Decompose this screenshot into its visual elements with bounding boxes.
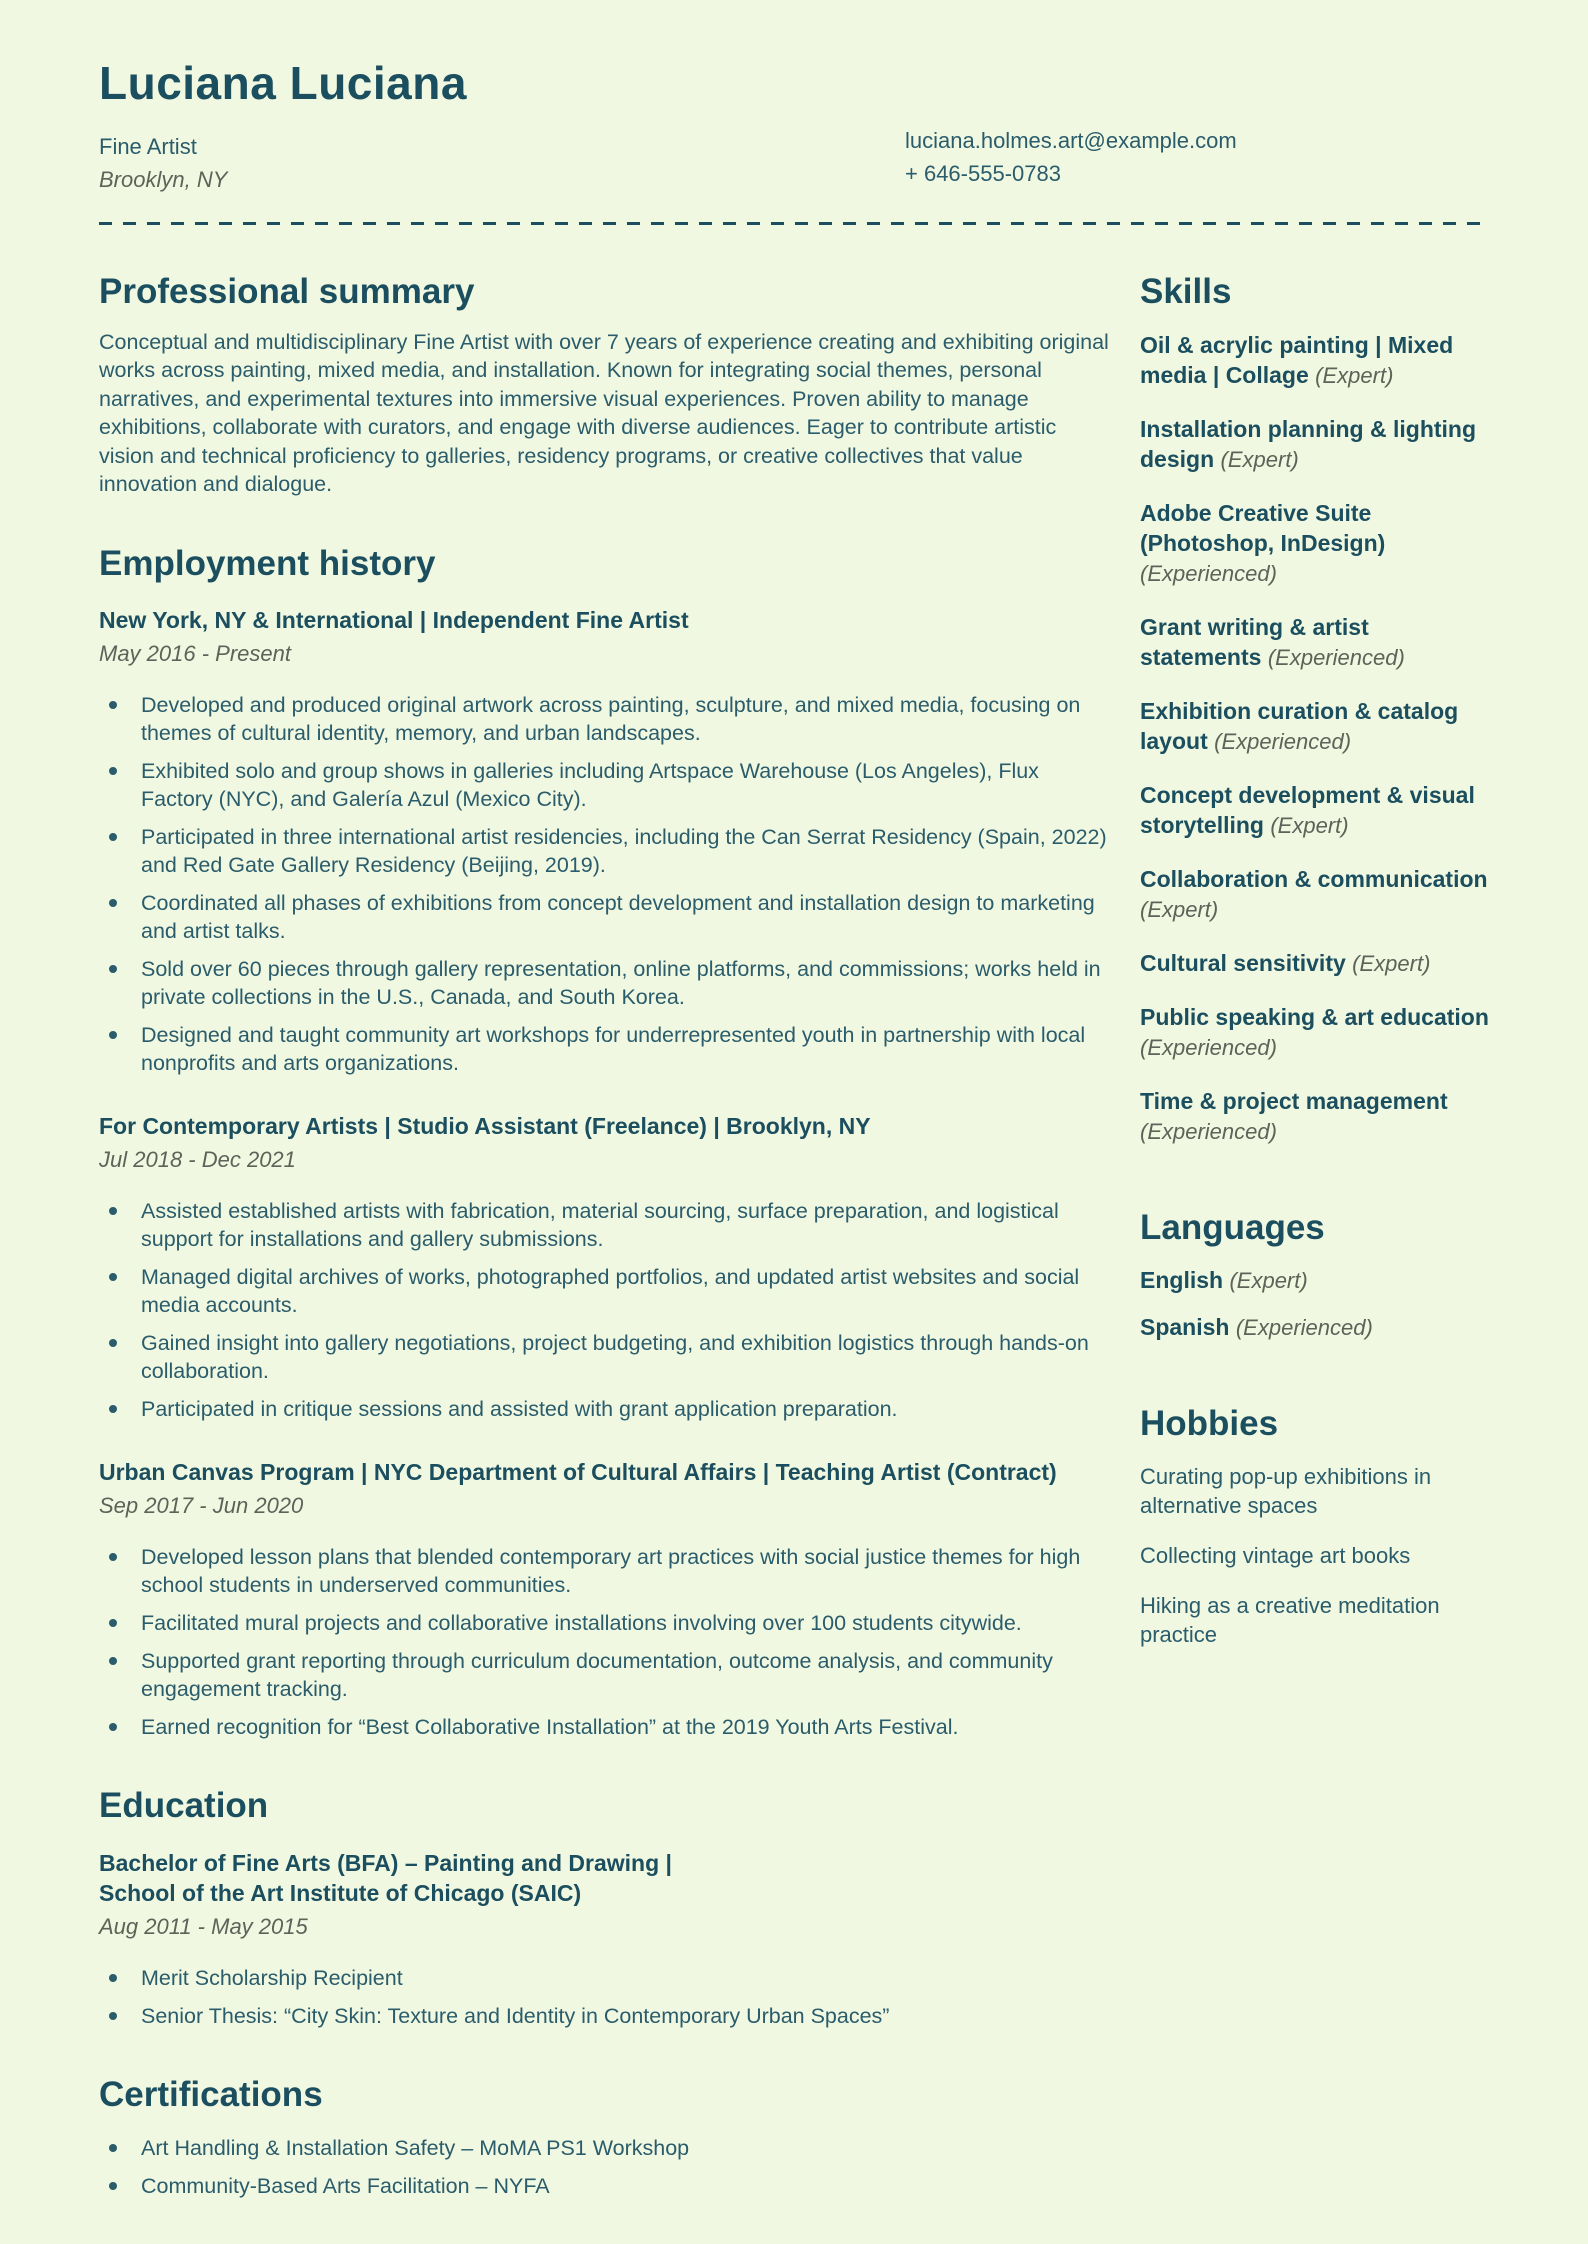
hobbies-list (1140, 1462, 1489, 1649)
skill-item (1140, 696, 1489, 757)
bullet-item: Participated in critique sessions and assisted with grant application preparation. (99, 1395, 1110, 1423)
skill-item (1140, 498, 1489, 589)
language-level: (Expert) (1229, 1268, 1308, 1293)
languages-list (1140, 1265, 1489, 1343)
job-entry (99, 605, 1110, 1077)
contact-block (905, 124, 1237, 190)
education-heading: Education (99, 1786, 269, 1825)
language-item (1140, 1265, 1489, 1296)
skills-heading: Skills (1140, 272, 1232, 311)
section-education (99, 1787, 1110, 2030)
skill-item (1140, 414, 1489, 475)
skill-item (1140, 780, 1489, 841)
skill-name: Oil & acrylic painting | Mixed media | Collage (1140, 331, 1454, 388)
skill-name: Collaboration & communication (1140, 865, 1488, 892)
language-level: (Experienced) (1235, 1315, 1373, 1340)
skill-name: Time & project management (1140, 1087, 1448, 1114)
bullet-item: Supported grant reporting through curriculum documentation, outcome analysis, and community engagement tracking. (99, 1647, 1110, 1703)
bullet-item: Exhibited solo and group shows in galleries including Artspace Warehouse (Los Angeles), Flux Factory (NYC), and Galería Azul (Mexico City). (99, 757, 1110, 813)
section-summary (99, 273, 1110, 499)
job-bullets (99, 1197, 1110, 1423)
certification-bullets (99, 2134, 1110, 2200)
contact-phone: + 646-555-0783 (905, 161, 1061, 186)
skill-name: Cultural sensitivity (1140, 949, 1346, 976)
bullet-item: Assisted established artists with fabrication, material sourcing, surface preparation, and logistical support for installations and gallery submissions. (99, 1197, 1110, 1253)
bullet-item: Gained insight into gallery negotiations, project budgeting, and exhibition logistics through hands-on collaboration. (99, 1329, 1110, 1385)
hobby-item: Hiking as a creative meditation practice (1140, 1592, 1440, 1647)
main-column (99, 273, 1110, 2210)
skill-name: Grant writing & artist statements (1140, 613, 1369, 670)
skill-level: (Experienced) (1267, 644, 1405, 670)
skill-level: (Expert) (1352, 950, 1431, 976)
section-hobbies (1140, 1405, 1489, 1649)
skill-level: (Experienced) (1140, 1118, 1277, 1144)
skill-level: (Expert) (1270, 812, 1349, 838)
job-title: Urban Canvas Program | NYC Department of Cultural Affairs | Teaching Artist (Contract) (99, 1459, 1057, 1485)
languages-heading: Languages (1140, 1207, 1325, 1247)
skill-name: Concept development & visual storytelling (1140, 781, 1475, 838)
resume-header (99, 56, 1489, 196)
bullet-item: Developed lesson plans that blended contemporary art practices with social justice themes for high school students in underserved communities. (99, 1543, 1110, 1599)
skill-level: (Expert) (1220, 446, 1299, 472)
hobby-item: Curating pop-up exhibitions in alternative spaces (1140, 1463, 1432, 1518)
skill-name: Adobe Creative Suite (Photoshop, InDesign) (1140, 499, 1386, 556)
language-name: Spanish (1140, 1314, 1230, 1340)
skill-item (1140, 1002, 1489, 1063)
bullet-item: Senior Thesis: “City Skin: Texture and Identity in Contemporary Urban Spaces” (99, 2002, 1110, 2030)
job-dates: Sep 2017 - Jun 2020 (99, 1493, 304, 1518)
summary-heading: Professional summary (99, 272, 475, 311)
bullet-item: Designed and taught community art workshops for underrepresented youth in partnership with local nonprofits and arts organizations. (99, 1021, 1110, 1077)
job-bullets (99, 691, 1110, 1077)
skill-name: Public speaking & art education (1140, 1003, 1489, 1030)
section-skills (1140, 273, 1489, 1147)
skill-item (1140, 1086, 1489, 1147)
dashed-divider (99, 222, 1489, 225)
contact-email: luciana.holmes.art@example.com (905, 128, 1237, 153)
content-columns (99, 273, 1489, 2210)
job-dates: Jul 2018 - Dec 2021 (99, 1147, 296, 1172)
section-employment (99, 545, 1110, 1742)
language-name: English (1140, 1267, 1224, 1293)
job-dates: May 2016 - Present (99, 641, 291, 666)
education-degree: Bachelor of Fine Arts (BFA) – Painting and Drawing | School of the Art Institute of Chicago (SAIC) (99, 1849, 672, 1906)
bullet-item: Managed digital archives of works, photographed portfolios, and updated artist websites and social media accounts. (99, 1263, 1110, 1319)
job-title: For Contemporary Artists | Studio Assistant (Freelance) | Brooklyn, NY (99, 1113, 871, 1139)
skill-item (1140, 864, 1489, 925)
skills-list (1140, 330, 1489, 1147)
skill-item (1140, 330, 1489, 391)
bullet-item: Developed and produced original artwork across painting, sculpture, and mixed media, focusing on themes of cultural identity, memory, and urban landscapes. (99, 691, 1110, 747)
hobby-item: Collecting vintage art books (1140, 1542, 1411, 1568)
bullet-item: Sold over 60 pieces through gallery representation, online platforms, and commissions; works held in private collections in the U.S., Canada, and South Korea. (99, 955, 1110, 1011)
education-bullets (99, 1964, 1110, 2030)
bullet-item: Facilitated mural projects and collaborative installations involving over 100 students citywide. (99, 1609, 1110, 1637)
language-item (1140, 1312, 1489, 1343)
employment-entries (99, 605, 1110, 1741)
skill-level: (Experienced) (1140, 1034, 1277, 1060)
job-title: New York, NY & International | Independent Fine Artist (99, 607, 689, 633)
section-certifications (99, 2076, 1110, 2201)
education-dates: Aug 2011 - May 2015 (99, 1913, 308, 1939)
skill-name: Installation planning & lighting design (1140, 415, 1477, 472)
employment-heading: Employment history (99, 543, 436, 583)
bullet-item: Earned recognition for “Best Collaborative Installation” at the 2019 Youth Arts Festival. (99, 1713, 1110, 1741)
job-entry (99, 1457, 1110, 1741)
skill-item (1140, 948, 1489, 979)
bullet-item: Participated in three international artist residencies, including the Can Serrat Residency (Spain, 2022) and Red Gate Gallery Residency (Beijing, 2019). (99, 823, 1110, 879)
job-entry (99, 1111, 1110, 1423)
skill-level: (Expert) (1315, 362, 1394, 388)
summary-text: Conceptual and multidisciplinary Fine Artist with over 7 years of experience creating and exhibiting original works across painting, mixed media, and installation. Known for integrating social themes, personal narratives, and experimental textures into immersive visual experiences. Proven ability to manage exhibitions, collaborate with curators, and engage with diverse audiences. Eager to contribute artistic vision and technical proficiency to galleries, residency programs, or creative collectives that value innovation and dialogue. (99, 329, 1109, 496)
skill-level: (Expert) (1140, 896, 1219, 922)
skill-level: (Experienced) (1214, 728, 1352, 754)
certifications-heading: Certifications (99, 2074, 323, 2114)
job-bullets (99, 1543, 1110, 1741)
bullet-item: Coordinated all phases of exhibitions from concept development and installation design to marketing and artist talks. (99, 889, 1110, 945)
sidebar-column (1140, 273, 1489, 2210)
bullet-item: Art Handling & Installation Safety – MoMA PS1 Workshop (99, 2134, 1110, 2162)
section-languages (1140, 1209, 1489, 1344)
bullet-item: Community-Based Arts Facilitation – NYFA (99, 2172, 1110, 2200)
skill-name: Exhibition curation & catalog layout (1140, 697, 1459, 754)
bullet-item: Merit Scholarship Recipient (99, 1964, 1110, 1992)
skill-level: (Experienced) (1140, 560, 1277, 586)
skill-item (1140, 612, 1489, 673)
person-name: Luciana Luciana (99, 57, 467, 109)
person-location: Brooklyn, NY (99, 167, 228, 192)
hobbies-heading: Hobbies (1140, 1404, 1279, 1443)
person-job-title: Fine Artist (99, 134, 197, 159)
